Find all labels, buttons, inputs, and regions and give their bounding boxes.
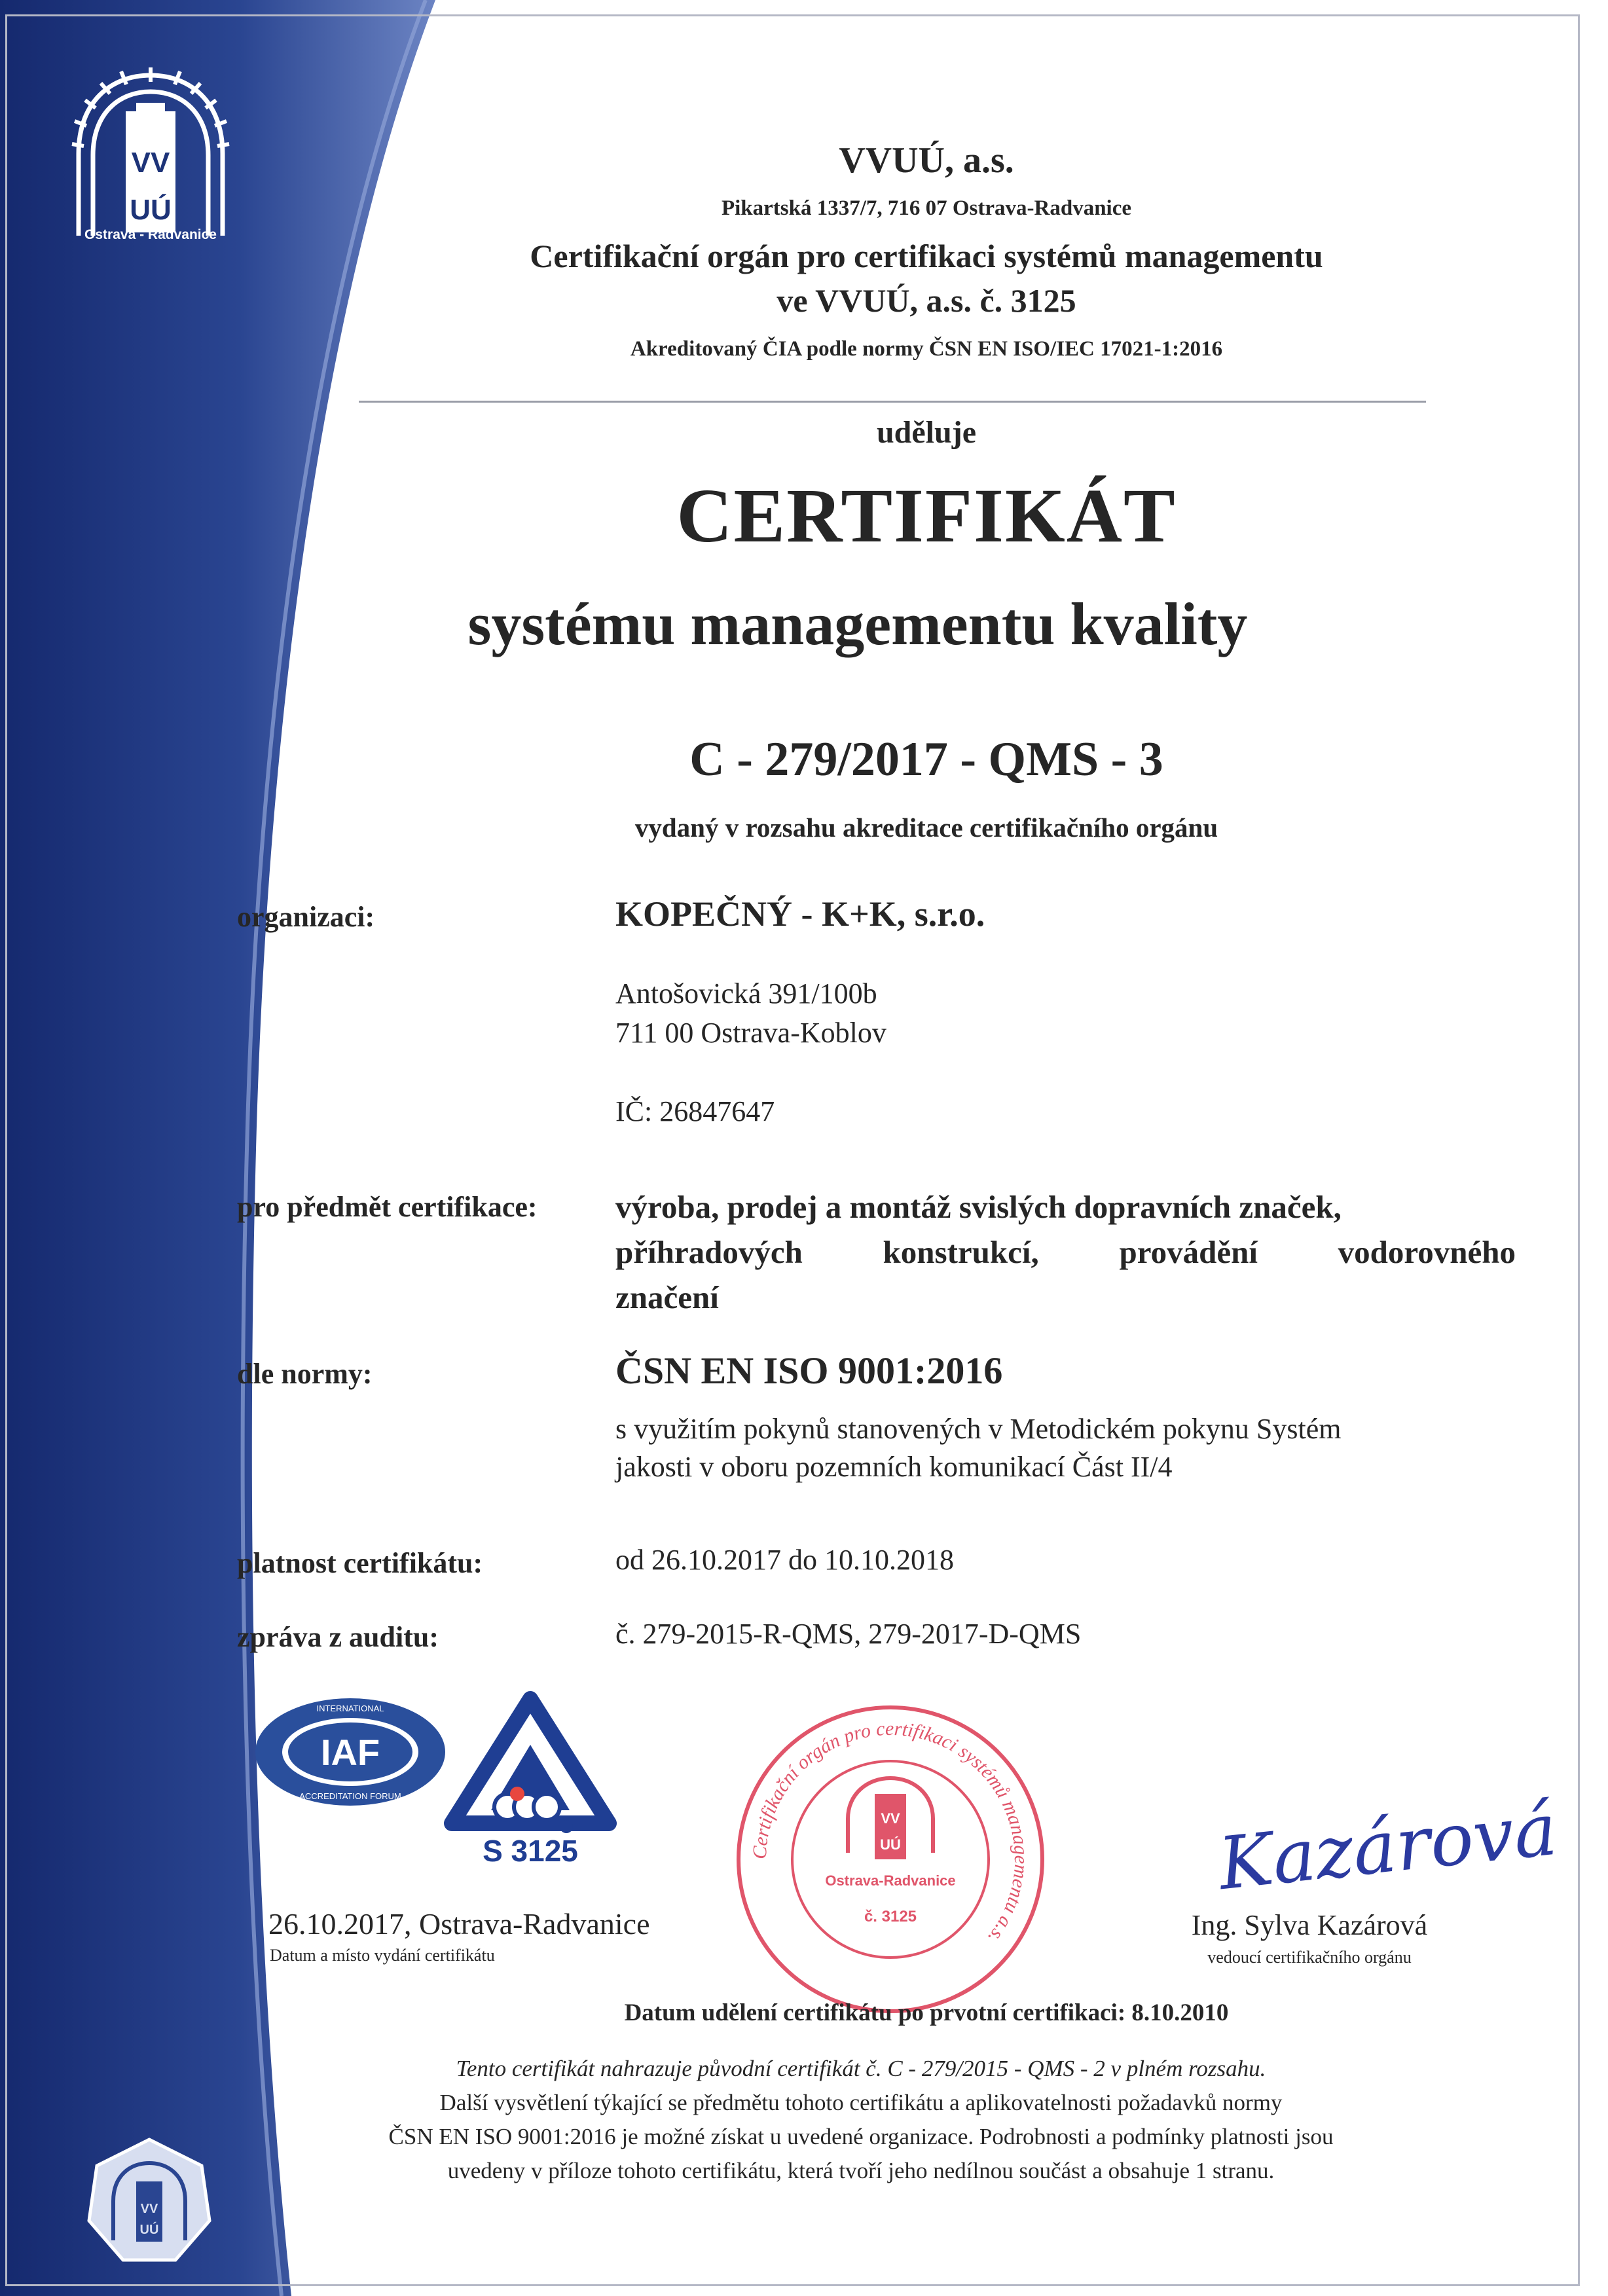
- cia-code: S 3125: [483, 1834, 578, 1868]
- first-certification-date: Datum udělení certifikátu po prvotní certifikaci: 8.10.2010: [624, 1999, 1229, 2026]
- standard-note-line2: jakosti v oboru pozemních komunikací Část II/4: [615, 1451, 1173, 1483]
- organization-label: organizaci:: [237, 901, 375, 933]
- issuer-address: Pikartská 1337/7, 716 07 Ostrava-Radvanice: [721, 196, 1132, 220]
- svg-text:VV: VV: [881, 1810, 900, 1827]
- audit-value: č. 279-2015-R-QMS, 279-2017-D-QMS: [615, 1618, 1082, 1650]
- grants-word: uděluje: [876, 415, 976, 450]
- cia-accreditation-mark: [439, 1692, 622, 1869]
- bottom-emblem-icon: [84, 2136, 215, 2267]
- issue-caption: Datum a místo vydání certifikátu: [270, 1946, 495, 1965]
- organization-name: KOPEČNÝ - K+K, s.r.o.: [615, 894, 985, 934]
- footer-line4: uvedeny v příloze tohoto certifikátu, která tvoří jeho nedílnou součást a obsahuje 1 stranu.: [447, 2158, 1275, 2183]
- subject-line3: značení: [615, 1279, 719, 1315]
- signer-name: Ing. Sylva Kazárová: [1191, 1909, 1428, 1941]
- subject-line1: výroba, prodej a montáž svislých dopravních značek,: [615, 1189, 1342, 1225]
- standard-note-line1: s využitím pokynů stanovených v Metodickém pokynu Systém: [615, 1413, 1342, 1445]
- issuer-name: VVUÚ, a.s.: [839, 140, 1014, 181]
- svg-text:UÚ: UÚ: [139, 2223, 159, 2237]
- official-stamp: [733, 1702, 1048, 2016]
- vvuu-logo: [52, 56, 249, 265]
- footer-line2: Další vysvětlení týkající se předmětu tohoto certifikátu a aplikovatelnosti požadavků normy: [439, 2090, 1283, 2115]
- handwritten-signature: [1211, 1768, 1561, 1918]
- organization-ico: IČ: 26847647: [615, 1095, 775, 1127]
- iaf-mark: [252, 1694, 448, 1809]
- audit-label: zpráva z auditu:: [237, 1621, 439, 1653]
- subject-line2: příhradových konstrukcí, provádění vodorovného: [615, 1234, 1516, 1270]
- validity-value: od 26.10.2017 do 10.10.2018: [615, 1544, 954, 1576]
- validity-label: platnost certifikátu:: [237, 1547, 483, 1579]
- header-divider: [359, 401, 1426, 403]
- scope-note: vydaný v rozsahu akreditace certifikačního orgánu: [634, 812, 1218, 843]
- issuer-body-line1: Certifikační orgán pro certifikaci systémů managementu: [530, 238, 1323, 274]
- logo-caption: Ostrava - Radvanice: [84, 227, 217, 242]
- iaf-ring-bottom-text: ACCREDITATION FORUM: [299, 1791, 401, 1801]
- footer-line1: Tento certifikát nahrazuje původní certifikát č. C - 279/2015 - QMS - 2 v plném rozsahu.: [456, 2056, 1266, 2081]
- issuer-accreditation: Akreditovaný ČIA podle normy ČSN EN ISO/IEC 17021-1:2016: [630, 337, 1223, 361]
- stamp-number: č. 3125: [864, 1908, 917, 1925]
- signer-role: vedoucí certifikačního orgánu: [1207, 1948, 1412, 1967]
- subject-label: pro předmět certifikace:: [237, 1191, 538, 1223]
- footer-line3: ČSN EN ISO 9001:2016 je možné získat u uvedené organizace. Podrobnosti a podmínky platnosti jsou: [388, 2124, 1334, 2149]
- stamp-emblem-icon: [848, 1778, 933, 1859]
- issuer-body-line2: ve VVUÚ, a.s. č. 3125: [777, 282, 1076, 319]
- stamp-city: Ostrava-Radvanice: [825, 1872, 956, 1889]
- iaf-text: IAF: [320, 1732, 380, 1773]
- issue-place-date: 26.10.2017, Ostrava-Radvanice: [268, 1907, 650, 1941]
- svg-text:VV: VV: [140, 2202, 158, 2216]
- certificate-number: C - 279/2017 - QMS - 3: [689, 733, 1163, 786]
- standard-label: dle normy:: [237, 1358, 373, 1390]
- svg-text:UÚ: UÚ: [880, 1836, 901, 1853]
- organization-city: 711 00 Ostrava-Koblov: [615, 1017, 886, 1049]
- certificate-title: CERTIFIKÁT: [676, 473, 1177, 558]
- svg-text:UÚ: UÚ: [130, 194, 172, 226]
- certificate-subtitle: systému managementu kvality: [467, 591, 1248, 657]
- stamp-ring-text: Certifikační orgán pro certifikaci systémů managementu a.s.: [748, 1717, 1032, 1948]
- svg-text:VV: VV: [131, 147, 170, 179]
- signature-text: Kazárová: [1215, 1787, 1561, 1906]
- standard-value: ČSN EN ISO 9001:2016: [615, 1349, 1003, 1392]
- organization-street: Antošovická 391/100b: [615, 977, 877, 1010]
- iaf-ring-top-text: INTERNATIONAL: [316, 1704, 384, 1713]
